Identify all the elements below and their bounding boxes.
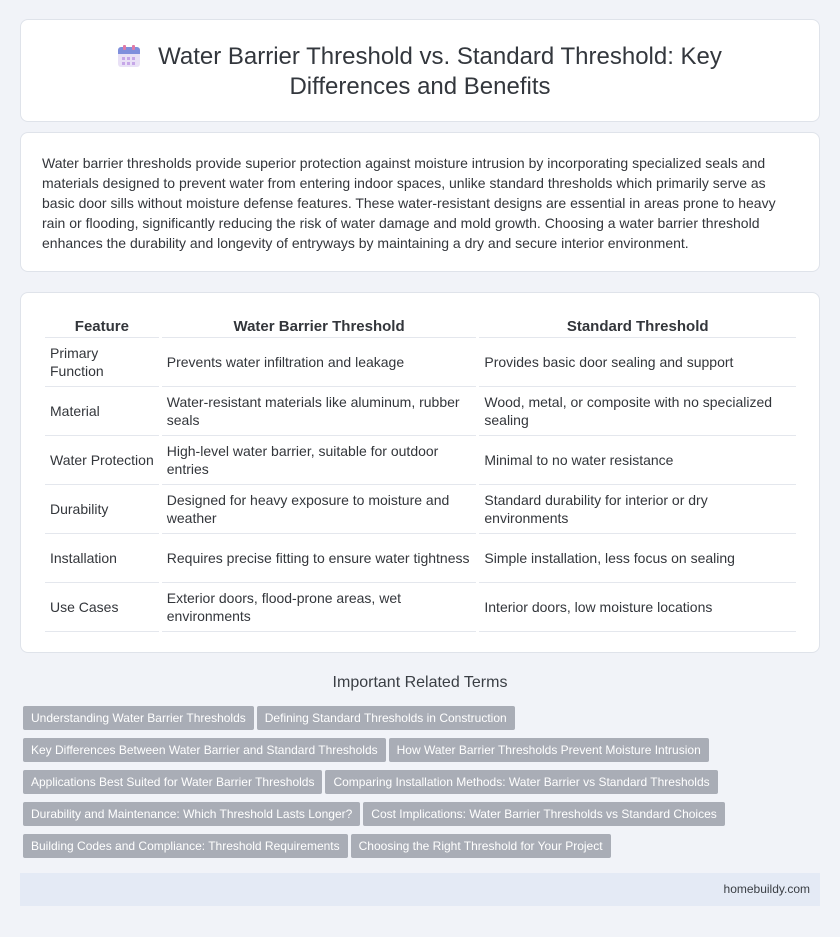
table-cell: Minimal to no water resistance: [479, 436, 796, 485]
table-cell: Exterior doors, flood-prone areas, wet environments: [162, 583, 477, 632]
table-cell: Water Protection: [45, 436, 159, 485]
table-cell: Use Cases: [45, 583, 159, 632]
comparison-table: [42, 314, 799, 632]
table-cell: Water-resistant materials like aluminum, rubber seals: [162, 387, 477, 436]
table-cell: Installation: [45, 534, 159, 583]
summary-card: [20, 132, 820, 272]
page-title: Water Barrier Threshold vs. Standard Threshold: Key Differences and Benefits: [158, 43, 722, 100]
table-row: [45, 436, 796, 485]
table-cell: Simple installation, less focus on sealing: [479, 534, 796, 583]
table-cell: Wood, metal, or composite with no specialized sealing: [479, 387, 796, 436]
related-term-link[interactable]: Durability and Maintenance: Which Threshold Lasts Longer?: [23, 802, 360, 826]
table-cell: Material: [45, 387, 159, 436]
table-cell: Standard durability for interior or dry environments: [479, 485, 796, 534]
header-feature: Feature: [45, 314, 159, 338]
table-cell: Requires precise fitting to ensure water tightness: [162, 534, 477, 583]
table-header-row: [45, 314, 796, 338]
table-row: [45, 583, 796, 632]
related-term-link[interactable]: How Water Barrier Thresholds Prevent Moisture Intrusion: [389, 738, 709, 762]
related-term-link[interactable]: Comparing Installation Methods: Water Barrier vs Standard Thresholds: [325, 770, 717, 794]
footer: [20, 873, 820, 906]
header-standard: Standard Threshold: [479, 314, 796, 338]
related-term-link[interactable]: Cost Implications: Water Barrier Thresholds vs Standard Choices: [363, 802, 724, 826]
page-title-block: [21, 42, 819, 102]
related-term-link[interactable]: Key Differences Between Water Barrier and Standard Thresholds: [23, 738, 386, 762]
table-cell: Durability: [45, 485, 159, 534]
header-water-barrier: Water Barrier Threshold: [162, 314, 477, 338]
related-terms-list: [23, 706, 803, 866]
table-row: [45, 485, 796, 534]
table-row: [45, 338, 796, 387]
comparison-card: [20, 292, 820, 653]
related-term-link[interactable]: Building Codes and Compliance: Threshold Requirements: [23, 834, 348, 858]
table-row: [45, 534, 796, 583]
related-term-link[interactable]: Understanding Water Barrier Thresholds: [23, 706, 254, 730]
related-term-link[interactable]: Choosing the Right Threshold for Your Project: [351, 834, 611, 858]
table-cell: Prevents water infiltration and leakage: [162, 338, 477, 387]
table-cell: Primary Function: [45, 338, 159, 387]
related-term-link[interactable]: Applications Best Suited for Water Barrier Thresholds: [23, 770, 322, 794]
footer-site-link[interactable]: homebuildy.com: [723, 882, 810, 896]
table-cell: High-level water barrier, suitable for outdoor entries: [162, 436, 477, 485]
table-cell: Provides basic door sealing and support: [479, 338, 796, 387]
table-row: [45, 387, 796, 436]
summary-text: Water barrier thresholds provide superior protection against moisture intrusion by incorporating specialized seals and materials designed to prevent water from entering indoor spaces, unlike standard thresholds which primarily serve as basic door sills without moisture defense features. These water-resistant designs are essential in areas prone to heavy rain or flooding, significantly reducing the risk of water damage and mold growth. Choosing a water barrier threshold enhances the durability and longevity of entryways by maintaining a dry and secure interior environment.: [42, 155, 776, 251]
related-terms-title: Important Related Terms: [332, 674, 508, 691]
calendar-icon: [118, 45, 140, 67]
related-term-link[interactable]: Defining Standard Thresholds in Construction: [257, 706, 515, 730]
table-cell: Interior doors, low moisture locations: [479, 583, 796, 632]
table-cell: Designed for heavy exposure to moisture and weather: [162, 485, 477, 534]
title-card: [20, 19, 820, 122]
